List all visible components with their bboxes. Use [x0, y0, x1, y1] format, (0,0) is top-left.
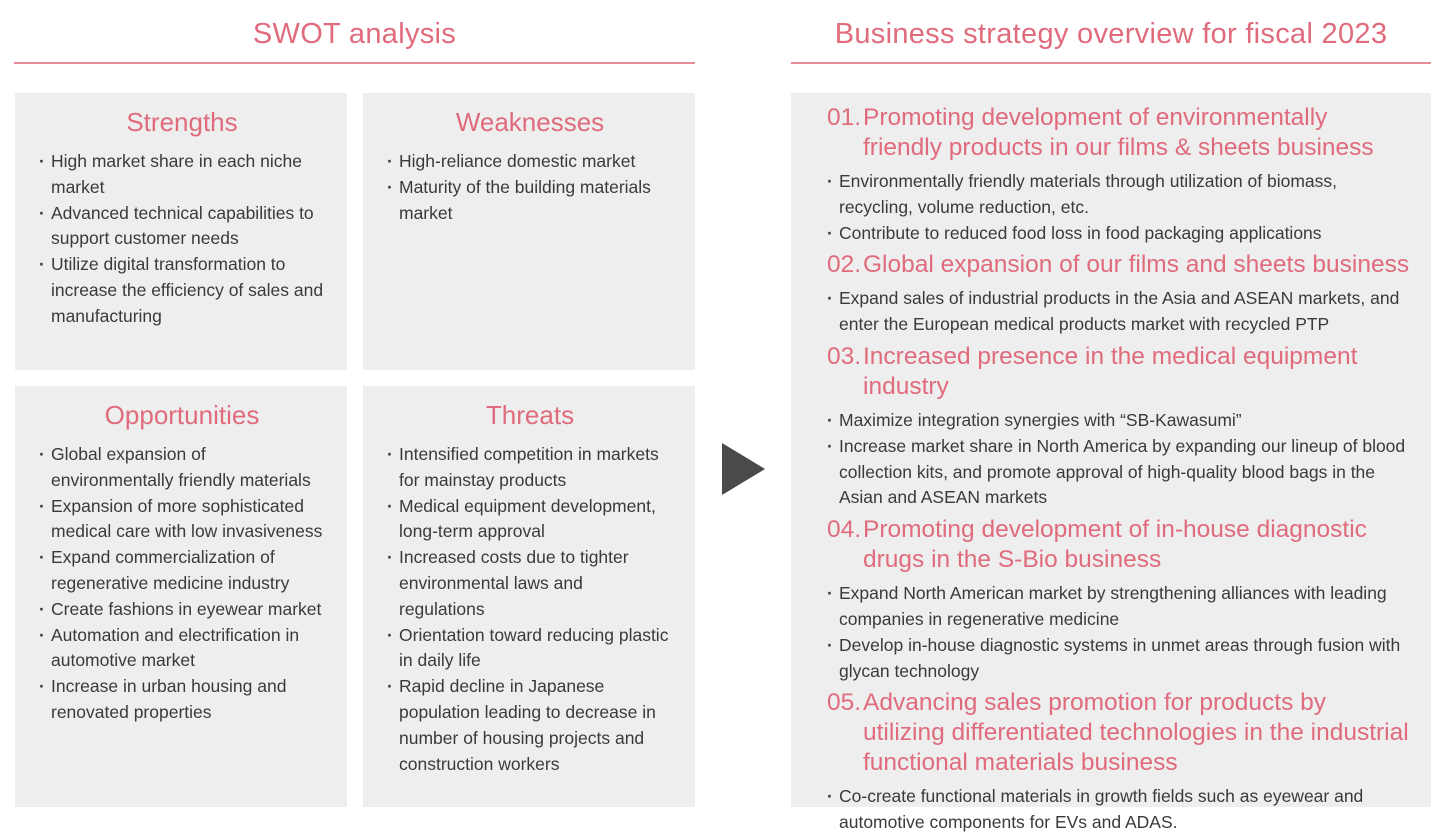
list-item: · Environmentally friendly materials through utilization of biomass, recycling, volume reduction, etc.: [827, 169, 1411, 221]
strategy-item-04: [827, 515, 1411, 684]
strengths-list: [39, 149, 325, 330]
threats-heading: Threats: [485, 400, 575, 430]
list-item: · Increase in urban housing and renovated properties: [39, 674, 325, 726]
weaknesses-list: [387, 149, 673, 226]
strategy-bullets: [827, 286, 1411, 338]
list-item: · Orientation toward reducing plastic in daily life: [387, 623, 673, 675]
strategy-heading: [827, 103, 1411, 163]
list-item: · Advanced technical capabilities to support customer needs: [39, 201, 325, 253]
list-item: · Increase market share in North America by expanding our lineup of blood collection kits, and promote approval of high-quality blood bags in the Asian and ASEAN markets: [827, 434, 1411, 511]
strategy-item-05: [827, 688, 1411, 836]
strategy-bullets: [827, 581, 1411, 684]
list-item: · Intensified competition in markets for mainstay products: [387, 442, 673, 494]
list-item: · High-reliance domestic market: [387, 149, 673, 175]
list-item: · Expand sales of industrial products in the Asia and ASEAN markets, and enter the European medical products market with recycled PTP: [827, 286, 1411, 338]
list-item: · Medical equipment development, long-term approval: [387, 494, 673, 546]
opportunities-box: [15, 386, 347, 807]
arrow-right-icon: [722, 443, 765, 495]
opportunities-list: [39, 442, 325, 726]
list-item: · High market share in each niche market: [39, 149, 325, 201]
strategy-item-02: [827, 250, 1411, 338]
list-item: · Automation and electrification in automotive market: [39, 623, 325, 675]
strategy-heading: [827, 688, 1411, 778]
strategy-heading-text: Promoting development of environmentally friendly products in our films & sheets business: [863, 104, 1374, 161]
list-item: · Develop in-house diagnostic systems in unmet areas through fusion with glycan technology: [827, 633, 1411, 685]
list-item: · Co-create functional materials in growth fields such as eyewear and automotive components for EVs and ADAS.: [827, 784, 1411, 836]
strategy-heading-text: Advancing sales promotion for products by utilizing differentiated technologies in the industrial functional materials business: [863, 689, 1409, 777]
weaknesses-box: [363, 93, 695, 370]
strategy-bullets: [827, 784, 1411, 836]
strengths-box: [15, 93, 347, 370]
strategy-number: 05.: [827, 689, 862, 717]
list-item: · Create fashions in eyewear market: [39, 597, 325, 623]
list-item: · Expand North American market by strengthening alliances with leading companies in regenerative medicine: [827, 581, 1411, 633]
strategy-bullets: [827, 408, 1411, 511]
opportunities-heading: Opportunities: [104, 400, 260, 430]
threats-box: [363, 386, 695, 807]
strategy-heading: [827, 342, 1411, 402]
list-item: · Rapid decline in Japanese population leading to decrease in number of housing projects and construction workers: [387, 674, 673, 777]
strategy-number: 03.: [827, 342, 862, 370]
strategy-number: 02.: [827, 251, 862, 279]
strategy-panel: [791, 93, 1431, 833]
strategy-item-01: [827, 103, 1411, 246]
strategy-title: Business strategy overview for fiscal 2023: [791, 14, 1431, 64]
list-item: · Maximize integration synergies with “SB-Kawasumi”: [827, 408, 1411, 434]
weaknesses-heading: Weaknesses: [455, 107, 605, 137]
list-item: · Increased costs due to tighter environmental laws and regulations: [387, 545, 673, 622]
strategy-number: 01.: [827, 104, 862, 131]
strategy-bullets: [827, 169, 1411, 246]
swot-title: SWOT analysis: [14, 14, 695, 64]
list-item: · Expand commercialization of regenerative medicine industry: [39, 545, 325, 597]
strategy-number: 04.: [827, 516, 862, 544]
strategy-heading-text: Promoting development of in-house diagnostic drugs in the S-Bio business: [863, 516, 1367, 574]
threats-list: [387, 442, 673, 777]
strategy-heading: [827, 515, 1411, 575]
list-item: · Global expansion of environmentally friendly materials: [39, 442, 325, 494]
list-item: · Utilize digital transformation to increase the efficiency of sales and manufacturing: [39, 252, 325, 329]
strategy-heading-text: Global expansion of our films and sheets business: [863, 251, 1410, 279]
list-item: · Contribute to reduced food loss in food packaging applications: [827, 221, 1411, 247]
strategy-heading: [827, 250, 1411, 280]
strategy-item-03: [827, 342, 1411, 511]
list-item: · Maturity of the building materials market: [387, 175, 673, 227]
strategy-heading-text: Increased presence in the medical equipment industry: [863, 342, 1358, 400]
list-item: · Expansion of more sophisticated medical care with low invasiveness: [39, 494, 325, 546]
strengths-heading: Strengths: [126, 107, 238, 137]
